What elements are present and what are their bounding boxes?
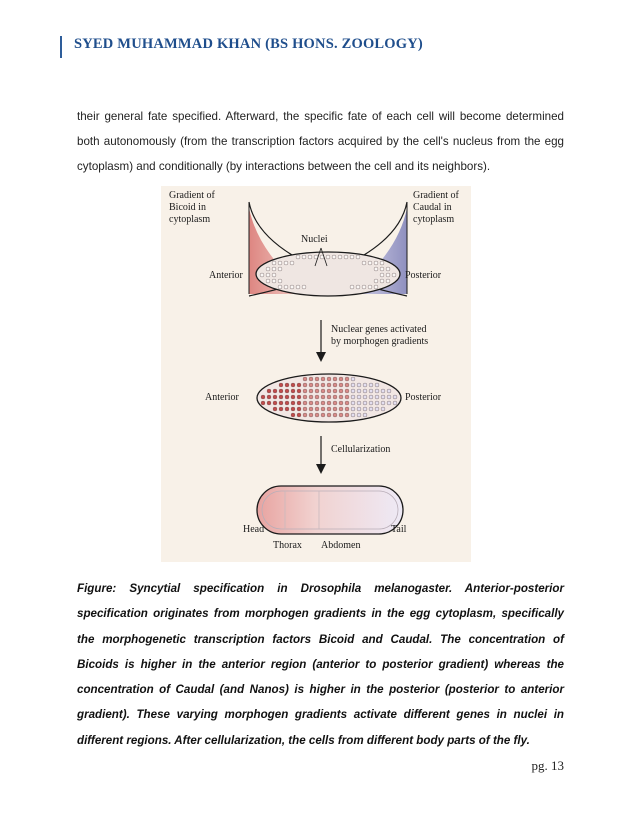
nucleus-dot (326, 255, 330, 259)
nucleus-dot (267, 389, 271, 393)
nucleus-dot (279, 395, 283, 399)
nucleus-dot (356, 255, 360, 259)
nucleus-dot (273, 401, 277, 405)
nucleus-dot (338, 255, 342, 259)
nucleus-dot (309, 377, 313, 381)
label-abdomen: Abdomen (321, 540, 361, 551)
nucleus-dot (332, 255, 336, 259)
nucleus-dot (285, 407, 289, 411)
nucleus-dot (369, 389, 373, 393)
nucleus-dot (363, 401, 367, 405)
nucleus-dot (285, 401, 289, 405)
nucleus-dot (278, 285, 282, 289)
nucleus-dot (327, 401, 331, 405)
nucleus-dot (350, 285, 354, 289)
label-step1-2: by morphogen gradients (331, 336, 429, 347)
nucleus-dot (267, 401, 271, 405)
label-gradient-caudal-3: cytoplasm (413, 214, 455, 225)
nucleus-dot (380, 261, 384, 265)
nucleus-dot (333, 395, 337, 399)
nucleus-dot (357, 401, 361, 405)
label-posterior-2: Posterior (405, 392, 442, 403)
nucleus-dot (297, 383, 301, 387)
nucleus-dot (309, 389, 313, 393)
nucleus-dot (386, 279, 390, 283)
nucleus-dot (315, 389, 319, 393)
nucleus-dot (339, 401, 343, 405)
nucleus-dot (273, 389, 277, 393)
nucleus-dot (272, 273, 276, 277)
nucleus-dot (363, 389, 367, 393)
label-gradient-bicoid-2: Bicoid in (169, 202, 206, 213)
nucleus-dot (303, 383, 307, 387)
page-number: pg. 13 (531, 758, 564, 773)
nucleus-dot (278, 267, 282, 271)
nucleus-dot (375, 395, 379, 399)
nucleus-dot (297, 407, 301, 411)
nucleus-dot (309, 401, 313, 405)
label-anterior-1: Anterior (209, 270, 243, 281)
nucleus-dot (386, 267, 390, 271)
body-paragraph: their general fate specified. Afterward, the specific fate of each cell will become determined both autonomously (from the transcription factors acquired by the cell's nucleus from the egg cytoplasm) and conditionally (by interactions between the cell and its neighbors). (77, 110, 564, 173)
nucleus-dot (297, 395, 301, 399)
label-anterior-2: Anterior (205, 392, 239, 403)
nucleus-dot (285, 395, 289, 399)
nucleus-dot (315, 413, 319, 417)
nucleus-dot (279, 383, 283, 387)
nucleus-dot (279, 401, 283, 405)
label-gradient-bicoid-1: Gradient of (169, 190, 215, 201)
header-title: SYED MUHAMMAD KHAN (BS HONS. ZOOLOGY) (74, 36, 423, 52)
nucleus-dot (261, 395, 265, 399)
nucleus-dot (381, 395, 385, 399)
nucleus-dot (321, 377, 325, 381)
nucleus-dot (369, 395, 373, 399)
nucleus-dot (290, 261, 294, 265)
nucleus-dot (392, 273, 396, 277)
label-posterior-1: Posterior (405, 270, 442, 281)
nucleus-dot (356, 285, 360, 289)
nucleus-dot (309, 407, 313, 411)
nucleus-dot (374, 267, 378, 271)
nucleus-dot (339, 377, 343, 381)
nucleus-dot (303, 401, 307, 405)
nucleus-dot (303, 407, 307, 411)
nucleus-dot (386, 273, 390, 277)
nucleus-dot (374, 285, 378, 289)
nucleus-dot (375, 389, 379, 393)
nucleus-dot (279, 407, 283, 411)
figure-image (161, 186, 471, 562)
nucleus-dot (284, 285, 288, 289)
nucleus-dot (381, 389, 385, 393)
nucleus-dot (278, 279, 282, 283)
label-thorax: Thorax (273, 540, 302, 551)
embryo-stage3 (257, 486, 403, 534)
nucleus-dot (357, 389, 361, 393)
nucleus-dot (308, 255, 312, 259)
nucleus-dot (291, 401, 295, 405)
nucleus-dot (357, 395, 361, 399)
nucleus-dot (363, 395, 367, 399)
nucleus-dot (368, 285, 372, 289)
nucleus-dot (380, 267, 384, 271)
nucleus-dot (351, 401, 355, 405)
nucleus-dot (303, 377, 307, 381)
nucleus-dot (333, 389, 337, 393)
nucleus-dot (333, 413, 337, 417)
nucleus-dot (285, 389, 289, 393)
nucleus-dot (351, 407, 355, 411)
nucleus-dot (297, 413, 301, 417)
nucleus-dot (309, 383, 313, 387)
nucleus-dot (297, 389, 301, 393)
nucleus-dot (362, 261, 366, 265)
nucleus-dot (375, 401, 379, 405)
nucleus-dot (345, 389, 349, 393)
nucleus-dot (351, 377, 355, 381)
nucleus-dot (278, 261, 282, 265)
nucleus-dot (315, 377, 319, 381)
embryo-diagram (161, 186, 471, 562)
label-step2: Cellularization (331, 444, 391, 455)
nucleus-dot (327, 395, 331, 399)
label-step1-1: Nuclear genes activated (331, 324, 427, 335)
nucleus-dot (362, 285, 366, 289)
label-tail: Tail (391, 524, 407, 535)
nucleus-dot (261, 401, 265, 405)
nucleus-dot (369, 401, 373, 405)
nucleus-dot (296, 285, 300, 289)
nucleus-dot (327, 413, 331, 417)
nucleus-dot (327, 407, 331, 411)
nucleus-dot (351, 413, 355, 417)
nucleus-dot (260, 273, 264, 277)
nucleus-dot (303, 413, 307, 417)
nucleus-dot (357, 407, 361, 411)
nucleus-dot (381, 401, 385, 405)
nucleus-dot (345, 377, 349, 381)
nucleus-dot (351, 395, 355, 399)
nucleus-dot (266, 273, 270, 277)
nucleus-dot (315, 395, 319, 399)
nucleus-dot (333, 407, 337, 411)
nucleus-dot (375, 407, 379, 411)
nucleus-dot (357, 383, 361, 387)
nucleus-dot (321, 413, 325, 417)
label-nuclei: Nuclei (301, 234, 328, 245)
nucleus-dot (369, 383, 373, 387)
nucleus-dot (284, 261, 288, 265)
nucleus-dot (387, 395, 391, 399)
nucleus-dot (339, 389, 343, 393)
nucleus-dot (327, 389, 331, 393)
nucleus-dot (368, 261, 372, 265)
nucleus-dot (266, 267, 270, 271)
nucleus-dot (351, 383, 355, 387)
nucleus-dot (297, 401, 301, 405)
nucleus-dot (345, 407, 349, 411)
nucleus-dot (380, 279, 384, 283)
nucleus-dot (302, 255, 306, 259)
label-gradient-caudal-2: Caudal in (413, 202, 452, 213)
label-gradient-caudal-1: Gradient of (413, 190, 459, 201)
nucleus-dot (291, 413, 295, 417)
nucleus-dot (291, 407, 295, 411)
nucleus-dot (351, 389, 355, 393)
nucleus-dot (339, 395, 343, 399)
nucleus-dot (357, 413, 361, 417)
nucleus-dot (393, 401, 397, 405)
nucleus-dot (333, 377, 337, 381)
nucleus-dot (345, 383, 349, 387)
nucleus-dot (321, 383, 325, 387)
nucleus-dot (303, 395, 307, 399)
embryo-stage2-nuclei (261, 377, 397, 417)
nucleus-dot (327, 383, 331, 387)
nucleus-dot (321, 407, 325, 411)
nucleus-dot (266, 279, 270, 283)
nucleus-dot (272, 279, 276, 283)
nucleus-dot (327, 377, 331, 381)
nucleus-dot (387, 401, 391, 405)
nucleus-dot (374, 279, 378, 283)
nucleus-dot (303, 389, 307, 393)
nucleus-dot (321, 401, 325, 405)
nucleus-dot (393, 395, 397, 399)
nucleus-dot (339, 383, 343, 387)
nucleus-dot (290, 285, 294, 289)
nucleus-dot (344, 255, 348, 259)
nucleus-dot (272, 267, 276, 271)
nucleus-dot (350, 255, 354, 259)
nucleus-dot (339, 407, 343, 411)
nucleus-dot (285, 383, 289, 387)
nucleus-dot (315, 383, 319, 387)
nucleus-dot (321, 389, 325, 393)
nucleus-dot (375, 383, 379, 387)
nucleus-dot (273, 407, 277, 411)
nucleus-dot (369, 407, 373, 411)
nucleus-dot (345, 413, 349, 417)
nucleus-dot (296, 255, 300, 259)
nucleus-dot (363, 383, 367, 387)
nucleus-dot (279, 389, 283, 393)
nucleus-dot (363, 413, 367, 417)
nucleus-dot (387, 389, 391, 393)
figure-caption: Figure: Syncytial specification in Drosophila melanogaster. Anterior-posterior specification originates from morphogen gradients in the egg cytoplasm, specifically the morphogenetic transcription factors Bicoid and Caudal. The concentration of Bicoids is higher in the anterior region (anterior to posterior gradient) whereas the concentration of Caudal (and Nanos) is higher in the posterior (posterior to anterior gradient). These varying morphogen gradients activate different genes in nuclei in different regions. After cellularization, the cells from different body parts of the fly. (77, 582, 564, 747)
label-gradient-bicoid-3: cytoplasm (169, 214, 211, 225)
header-accent-bar (60, 36, 62, 58)
nucleus-dot (339, 413, 343, 417)
nucleus-dot (315, 401, 319, 405)
nucleus-dot (272, 261, 276, 265)
nucleus-dot (381, 407, 385, 411)
nucleus-dot (291, 389, 295, 393)
nucleus-dot (267, 395, 271, 399)
nucleus-dot (291, 383, 295, 387)
nucleus-dot (363, 407, 367, 411)
nucleus-dot (321, 395, 325, 399)
nucleus-dot (374, 261, 378, 265)
nucleus-dot (302, 285, 306, 289)
nucleus-dot (309, 395, 313, 399)
nucleus-dot (345, 401, 349, 405)
nucleus-dot (333, 401, 337, 405)
nucleus-dot (315, 407, 319, 411)
nucleus-dot (291, 395, 295, 399)
nucleus-dot (345, 395, 349, 399)
nucleus-dot (333, 383, 337, 387)
nucleus-dot (309, 413, 313, 417)
label-head: Head (243, 524, 265, 535)
nucleus-dot (380, 273, 384, 277)
nucleus-dot (273, 395, 277, 399)
